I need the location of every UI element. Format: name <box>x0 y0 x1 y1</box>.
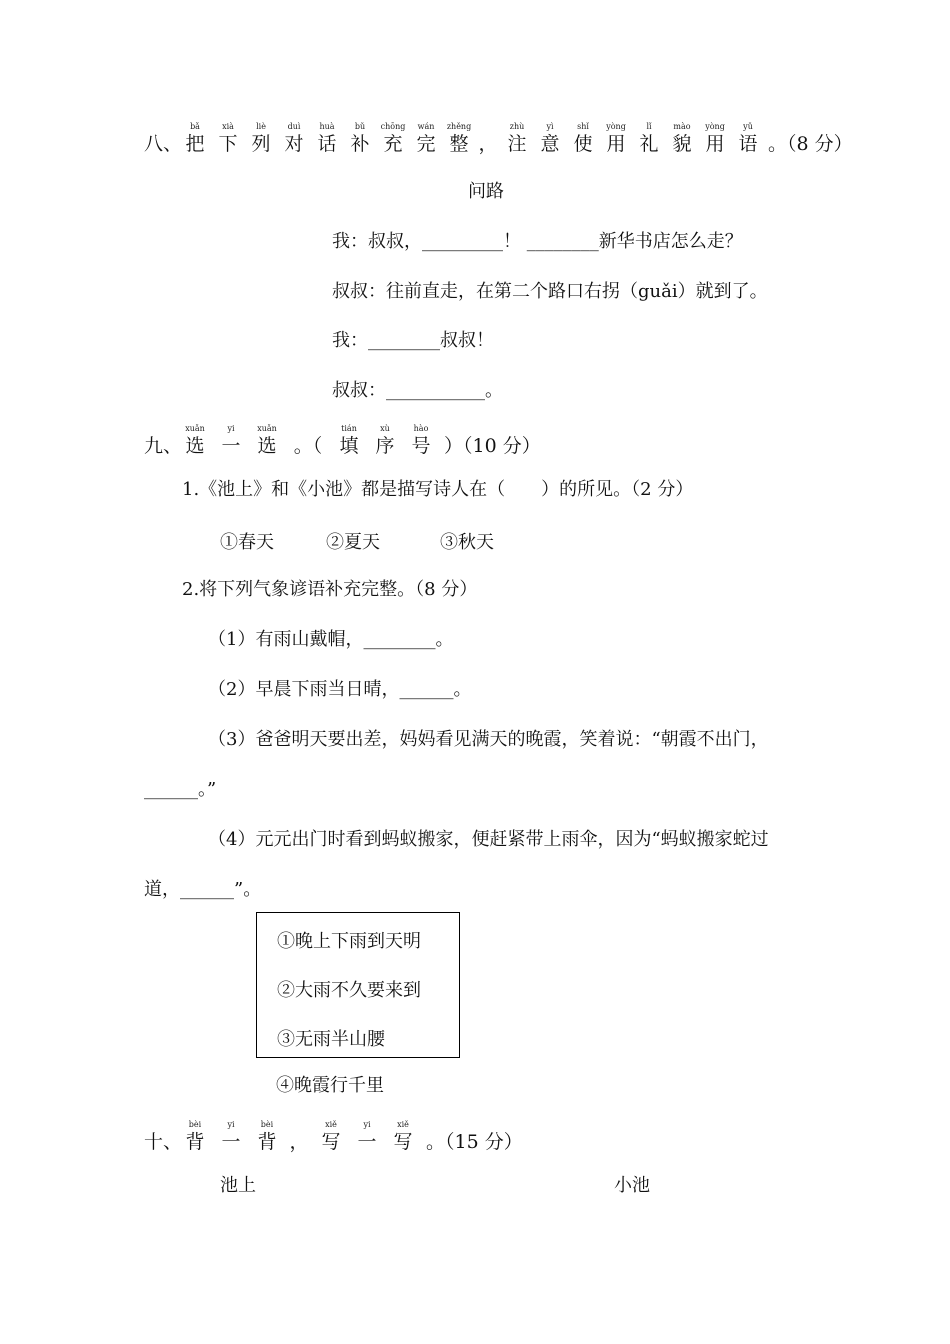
pinyin-char <box>281 122 307 156</box>
pinyin: chōng <box>380 122 406 131</box>
hanzi: 一 <box>357 1131 377 1153</box>
pinyin-char <box>218 424 244 458</box>
hanzi: 写 <box>393 1131 413 1153</box>
hanzi: 充 <box>383 133 403 155</box>
hanzi: 用 <box>606 133 626 155</box>
hanzi: 貌 <box>672 133 692 155</box>
dialog-line: 我：叔叔，_________！ ________新华书店怎么走？ <box>332 231 743 252</box>
pinyin-char <box>636 122 662 156</box>
pinyin: zhěng <box>446 122 472 131</box>
pinyin-char <box>182 122 208 156</box>
pinyin: bèi <box>260 1120 274 1129</box>
pinyin-char <box>314 122 340 156</box>
hanzi: 背 <box>185 1131 205 1153</box>
q9-prefix: 九、 <box>144 435 183 457</box>
pinyin: bǎ <box>190 122 200 131</box>
pinyin-char <box>537 122 563 156</box>
pinyin-char <box>702 122 728 156</box>
pinyin: zhù <box>509 122 525 131</box>
option-spring: ①春天 <box>220 532 274 553</box>
pinyin-char <box>336 424 362 458</box>
pinyin-char <box>413 122 439 156</box>
pinyin: yi <box>227 1120 235 1129</box>
hanzi: 整 <box>449 133 469 155</box>
pinyin-char <box>479 122 497 156</box>
hanzi: 礼 <box>639 133 659 155</box>
pinyin-char <box>504 122 530 156</box>
hanzi: 填 <box>339 435 359 457</box>
pinyin-char <box>218 1120 244 1154</box>
pinyin-char <box>603 122 629 156</box>
dialog-title: 问路 <box>468 181 504 202</box>
q10-heading <box>144 1120 523 1154</box>
q10-suffix: 。（15 分） <box>426 1131 523 1153</box>
proverb-item-cont: 道，______”。 <box>144 879 262 900</box>
pinyin-char <box>380 122 406 156</box>
proverb-item: （4）元元出门时看到蚂蚁搬家，便赶紧带上雨伞，因为“蚂蚁搬家蛇过 <box>208 829 769 850</box>
q8-suffix: 。（8 分） <box>768 133 853 155</box>
proverb-item: （1）有雨山戴帽，________。 <box>208 629 454 650</box>
q9-sub1-question: 1.《池上》和《小池》都是描写诗人在（ ）的所见。（2 分） <box>182 479 694 500</box>
pinyin-char <box>735 122 761 156</box>
pinyin: mào <box>673 122 691 131</box>
dialog-line: 叔叔：往前直走，在第二个路口右拐（guǎi）就到了。 <box>332 281 768 302</box>
pinyin-char <box>182 424 208 458</box>
hanzi: 列 <box>251 133 271 155</box>
pinyin-char <box>390 1120 416 1154</box>
pinyin: yǔ <box>743 122 753 131</box>
hanzi: 。（ <box>293 435 323 457</box>
pinyin: liè <box>256 122 266 131</box>
pinyin: shǐ <box>577 122 589 131</box>
poem-title-right: 小池 <box>614 1175 650 1196</box>
pinyin-char <box>182 1120 208 1154</box>
box-option: ②大雨不久要来到 <box>277 980 421 1001</box>
hanzi: 号 <box>411 435 431 457</box>
pinyin-char <box>254 424 280 458</box>
pinyin-char <box>669 122 695 156</box>
proverb-item: （3）爸爸明天要出差，妈妈看见满天的晚霞，笑着说：“朝霞不出门， <box>208 729 769 750</box>
pinyin-char <box>215 122 241 156</box>
hanzi: 话 <box>317 133 337 155</box>
option-autumn: ③秋天 <box>440 532 494 553</box>
pinyin-char <box>372 424 398 458</box>
pinyin: huà <box>319 122 335 131</box>
q9-sub2-question: 2.将下列气象谚语补充完整。（8 分） <box>182 579 478 600</box>
hanzi: 用 <box>705 133 725 155</box>
pinyin-char <box>254 1120 280 1154</box>
pinyin: xuǎn <box>257 424 277 433</box>
pinyin: bèi <box>188 1120 202 1129</box>
proverb-item-cont: ______。” <box>144 779 217 800</box>
pinyin-char <box>290 1120 308 1154</box>
q10-prefix: 十、 <box>144 1131 183 1153</box>
hanzi: 序 <box>375 435 395 457</box>
pinyin-char <box>354 1120 380 1154</box>
pinyin-char <box>318 1120 344 1154</box>
hanzi: 一 <box>221 1131 241 1153</box>
pinyin: yì <box>546 122 554 131</box>
pinyin: yi <box>363 1120 371 1129</box>
pinyin: xuǎn <box>185 424 205 433</box>
pinyin-char <box>347 122 373 156</box>
pinyin: duì <box>287 122 301 131</box>
hanzi: 注 <box>507 133 527 155</box>
pinyin: wán <box>417 122 435 131</box>
pinyin-char <box>570 122 596 156</box>
hanzi: 补 <box>350 133 370 155</box>
options-box <box>256 912 460 1058</box>
q8-prefix: 八、 <box>144 133 183 155</box>
hanzi: 下 <box>218 133 238 155</box>
pinyin: hào <box>413 424 429 433</box>
hanzi: 选 <box>185 435 205 457</box>
hanzi: 背 <box>257 1131 277 1153</box>
pinyin-char <box>446 122 472 156</box>
hanzi: 语 <box>738 133 758 155</box>
hanzi: 写 <box>321 1131 341 1153</box>
pinyin-char <box>408 424 434 458</box>
q9-heading <box>144 424 541 458</box>
pinyin-char <box>290 424 326 458</box>
q9-suffix: ）（10 分） <box>444 435 541 457</box>
pinyin: xiě <box>325 1120 337 1129</box>
pinyin: xià <box>222 122 234 131</box>
pinyin: lǐ <box>646 122 652 131</box>
pinyin: yòng <box>705 122 725 131</box>
hanzi: 把 <box>185 133 205 155</box>
box-option: ①晚上下雨到天明 <box>277 931 421 952</box>
pinyin: tián <box>341 424 357 433</box>
hanzi: ， <box>478 133 498 155</box>
pinyin: yi <box>227 424 235 433</box>
dialog-line: 叔叔：___________。 <box>332 380 503 401</box>
pinyin-char <box>248 122 274 156</box>
option-summer: ②夏天 <box>326 532 380 553</box>
hanzi: 意 <box>540 133 560 155</box>
q8-heading <box>144 122 853 156</box>
pinyin: yòng <box>606 122 626 131</box>
poem-title-left: 池上 <box>220 1175 256 1196</box>
pinyin: xiě <box>397 1120 409 1129</box>
hanzi: 一 <box>221 435 241 457</box>
hanzi: 完 <box>416 133 436 155</box>
proverb-item: （2）早晨下雨当日晴，______。 <box>208 679 472 700</box>
pinyin: bǔ <box>354 122 366 131</box>
dialog-line: 我：________叔叔！ <box>332 330 494 351</box>
hanzi: 对 <box>284 133 304 155</box>
hanzi: ， <box>289 1131 309 1153</box>
extra-option: ④晚霞行千里 <box>276 1075 384 1096</box>
hanzi: 选 <box>257 435 277 457</box>
hanzi: 使 <box>573 133 593 155</box>
pinyin: xù <box>380 424 390 433</box>
box-option: ③无雨半山腰 <box>277 1029 385 1050</box>
